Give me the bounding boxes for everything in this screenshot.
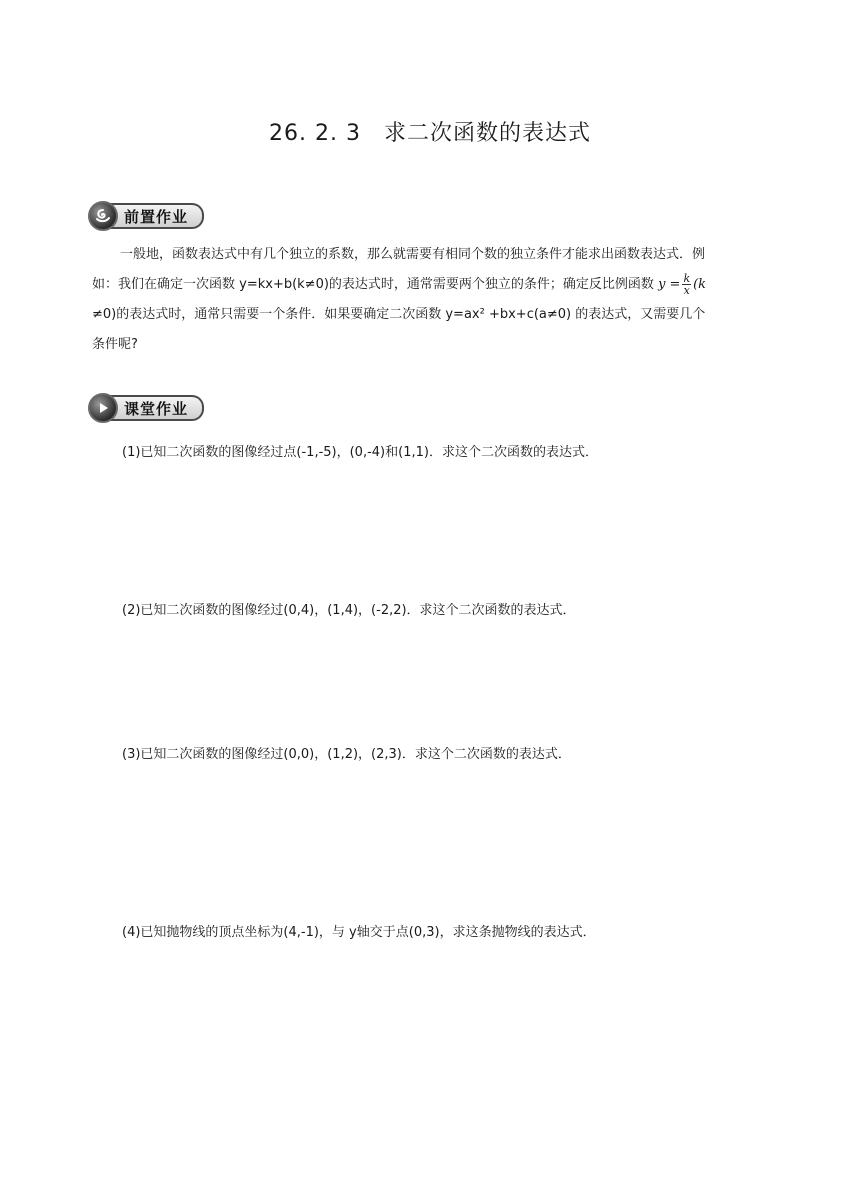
formula-lhs: y = [658,277,681,292]
intro-paragraph [92,240,772,360]
formula-numerator: k [683,272,691,285]
section-label-pre: 前置作业 [108,203,204,229]
question-1: (1)已知二次函数的图像经过点(-1,-5)，(0,-4)和(1,1)．求这个二次函数的表达式． [122,445,598,460]
page-title: 26. 2. 3 求二次函数的表达式 [269,121,591,146]
play-icon [88,393,118,423]
intro-line-2-text: 如：我们在确定一次函数 y=kx+b(k≠0)的表达式时，通常需要两个独立的条件；确定反比例函数 [92,277,654,292]
question-3: (3)已知二次函数的图像经过(0,0)，(1,2)，(2,3)．求这个二次函数的表达式． [122,747,571,762]
section-banner-pre [88,201,204,231]
intro-line-2 [92,270,772,300]
intro-line-1: 一般地，函数表达式中有几个独立的系数，那么就需要有相同个数的独立条件才能求出函数表达式．例 [120,247,706,262]
question-2: (2)已知二次函数的图像经过(0,4)，(1,4)，(-2,2)．求这个二次函数的表达式． [122,603,576,618]
question-4: (4)已知抛物线的顶点坐标为(4,-1)，与 y轴交于点(0,3)，求这条抛物线的表达式． [122,925,596,940]
section-label-class: 课堂作业 [108,395,204,421]
intro-line-3: ≠0)的表达式时，通常只需要一个条件．如果要确定二次函数 y=ax² +bx+c(a≠0) 的表达式，又需要几个 [92,307,706,322]
formula-fraction [682,273,691,296]
swirl-icon [88,201,118,231]
formula-tail: (k [693,277,707,292]
section-banner-class [88,393,204,423]
intro-line-4: 条件呢? [92,337,138,352]
formula-denominator: x [683,284,690,297]
